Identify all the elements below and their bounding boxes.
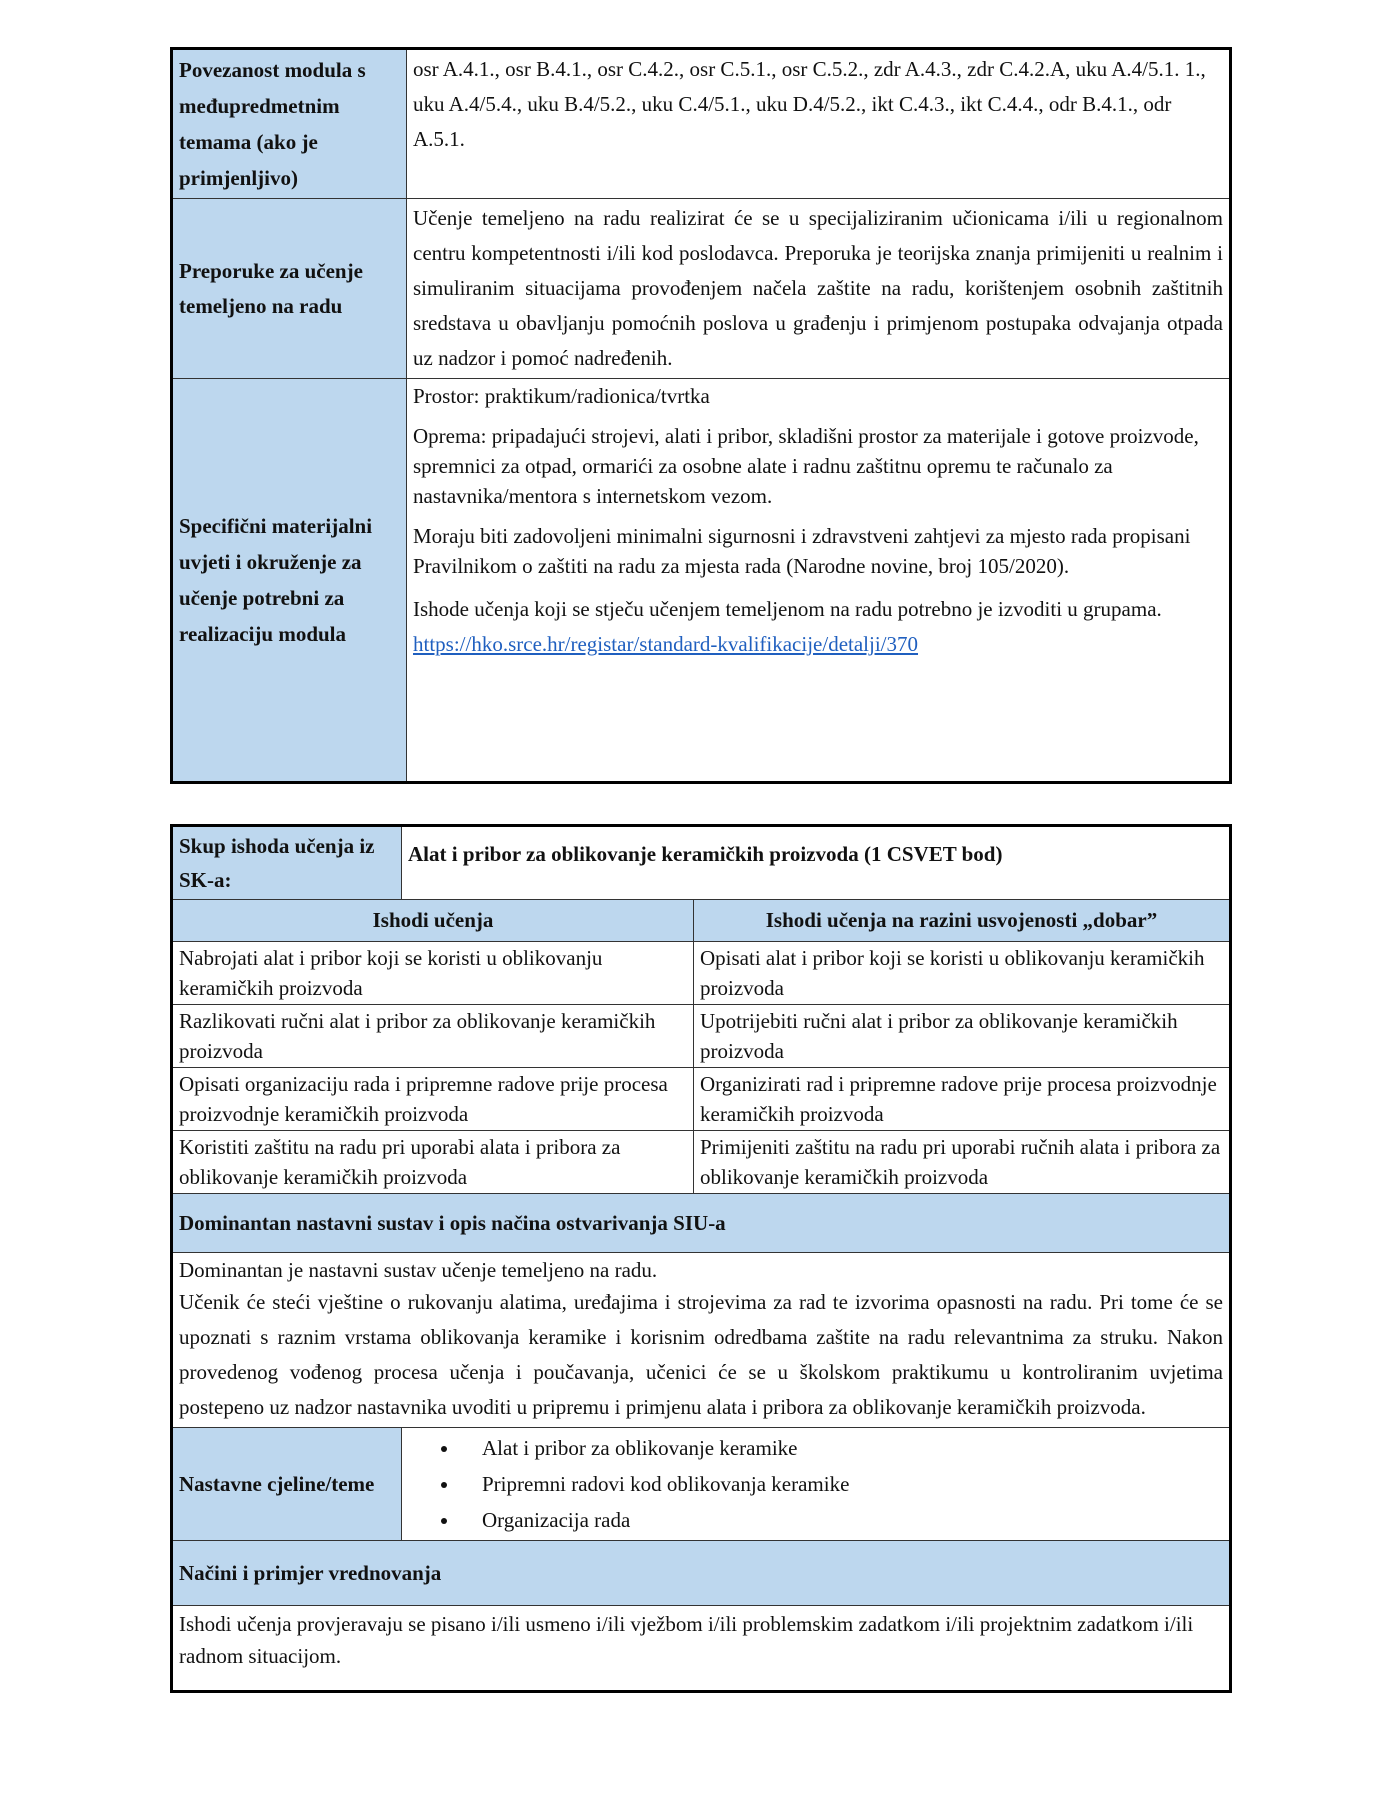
qualification-standard-link[interactable]: https://hko.srce.hr/registar/standard-kvalifikacije/detalji/370 xyxy=(413,632,919,656)
outcome-good-cell: Opisati alat i pribor koji se koristi u oblikovanju keramičkih proizvoda xyxy=(694,942,1231,1005)
topics-row xyxy=(172,1428,1231,1541)
table-row xyxy=(172,49,1231,199)
outcome-good-cell: Upotrijebiti ručni alat i pribor za oblikovanje keramičkih proizvoda xyxy=(694,1005,1231,1068)
work-based-learning-value: Učenje temeljeno na radu realizirat će se u specijaliziranim učionicama i/ili u regionalnom centru kompetentnosti i/ili kod poslodavca. Preporuka je teorijska znanja primijeniti u realnim i simuliranim situacijama provođenjem načela zaštite na radu, korištenjem osobnih zaštitnih sredstava u obavljanju pomoćnih poslova u građenju i primjenom postupaka odvajanja otpada uz nadzor i pomoć nadređenih. xyxy=(407,199,1231,379)
column-header-outcomes: Ishodi učenja xyxy=(172,900,694,942)
outcome-cell: Koristiti zaštitu na radu pri uporabi alata i pribora za oblikovanje keramičkih proizvoda xyxy=(172,1131,694,1194)
cross-curricular-value: osr A.4.1., osr B.4.1., osr C.4.2., osr C.5.1., osr C.5.2., zdr A.4.3., zdr C.4.2.A, uku A.4/5.1. 1., uku A.4/5.4., uku B.4/5.2., uku C.4/5.1., uku D.4/5.2., ikt C.4.3., ikt C.4.4., odr B.4.1., odr A.5.1. xyxy=(407,49,1231,199)
table-row xyxy=(172,1131,1231,1194)
table-row xyxy=(172,1253,1231,1428)
space-paragraph: Prostor: praktikum/radionica/tvrtka xyxy=(413,384,710,408)
module-info-table xyxy=(170,47,1232,784)
column-header-row xyxy=(172,900,1231,942)
outcome-set-title: Alat i pribor za oblikovanje keramičkih proizvoda (1 CSVET bod) xyxy=(402,826,1231,900)
outcome-good-cell: Primijeniti zaštitu na radu pri uporabi ručnih alata i pribora za oblikovanje keramičkih proizvoda xyxy=(694,1131,1231,1194)
evaluation-body: Ishodi učenja provjeravaju se pisano i/ili usmeno i/ili vježbom i/ili problemskim zadatkom i/ili projektnim zadatkom i/ili radnom situacijom. xyxy=(172,1606,1231,1692)
section-header-row xyxy=(172,1194,1231,1253)
column-header-good-level: Ishodi učenja na razini usvojenosti „dobar” xyxy=(694,900,1231,942)
set-row xyxy=(172,826,1231,900)
cross-curricular-label: Povezanost modula s međupredmetnim temama (ako je primjenljivo) xyxy=(172,49,407,199)
table-row xyxy=(172,379,1231,783)
outcome-cell: Nabrojati alat i pribor koji se koristi u oblikovanju keramičkih proizvoda xyxy=(172,942,694,1005)
dominant-system-description: Učenik će steći vještine o rukovanju alatima, uređajima i strojevima za rad te izvorima opasnosti na radu. Pri tome će se upoznati s raznim vrstama oblikovanja keramike i korisnim odredbama zaštite na radu relevantnima za struku. Nakon provedenog vođenog procesa učenja i poučavanja, učenici će se u školskom praktikumu u kontroliranim uvjetima postepeno uz nadzor nastavnika uvoditi u pripremu i primjenu alata i pribora za oblikovanje keramičkih proizvoda. xyxy=(179,1290,1223,1419)
table-row xyxy=(172,199,1231,379)
outcome-good-cell: Organizirati rad i pripremne radove prije procesa proizvodnje keramičkih proizvoda xyxy=(694,1068,1231,1131)
topic-item: • Organizacija rada xyxy=(460,1502,1223,1538)
topics-label: Nastavne cjeline/teme xyxy=(172,1428,402,1541)
topic-item: • Alat i pribor za oblikovanje keramike xyxy=(460,1430,1223,1466)
topics-list xyxy=(408,1430,1223,1538)
section-header-row xyxy=(172,1541,1231,1606)
dominant-system-heading: Dominantan nastavni sustav i opis načina ostvarivanja SIU-a xyxy=(172,1194,1231,1253)
safety-paragraph: Moraju biti zadovoljeni minimalni sigurnosni i zdravstveni zahtjevi za mjesto rada propisani Pravilnikom o zaštiti na radu za mjesta rada (Narodne novine, broj 105/2020). xyxy=(413,524,1191,578)
outcome-set-label: Skup ishoda učenja iz SK-a: xyxy=(172,826,402,900)
table-row xyxy=(172,1068,1231,1131)
table-row xyxy=(172,1005,1231,1068)
table-row xyxy=(172,1606,1231,1692)
work-based-learning-label: Preporuke za učenje temeljeno na radu xyxy=(172,199,407,379)
groups-paragraph: Ishode učenja koji se stječu učenjem temeljenom na radu potrebno je izvoditi u grupama. xyxy=(413,597,1162,621)
material-conditions-value xyxy=(407,379,1231,783)
equipment-paragraph: Oprema: pripadajući strojevi, alati i pribor, skladišni prostor za materijale i gotove proizvode, spremnici za otpad, ormarići za osobne alate i radnu zaštitnu opremu te računalo za nastavnika/mentora s internetskom vezom. xyxy=(413,424,1199,508)
topic-item: • Pripremni radovi kod oblikovanja keramike xyxy=(460,1466,1223,1502)
table-row xyxy=(172,942,1231,1005)
outcome-cell: Opisati organizaciju rada i pripremne radove prije procesa proizvodnje keramičkih proizvoda xyxy=(172,1068,694,1131)
evaluation-heading: Načini i primjer vrednovanja xyxy=(172,1541,1231,1606)
topics-list-cell xyxy=(402,1428,1231,1541)
outcome-cell: Razlikovati ručni alat i pribor za oblikovanje keramičkih proizvoda xyxy=(172,1005,694,1068)
material-conditions-label: Specifični materijalni uvjeti i okruženje za učenje potrebni za realizaciju modula xyxy=(172,379,407,783)
dominant-system-intro: Dominantan je nastavni sustav učenje temeljeno na radu. xyxy=(179,1258,658,1282)
dominant-system-body xyxy=(172,1253,1231,1428)
learning-outcomes-table xyxy=(170,824,1232,1693)
